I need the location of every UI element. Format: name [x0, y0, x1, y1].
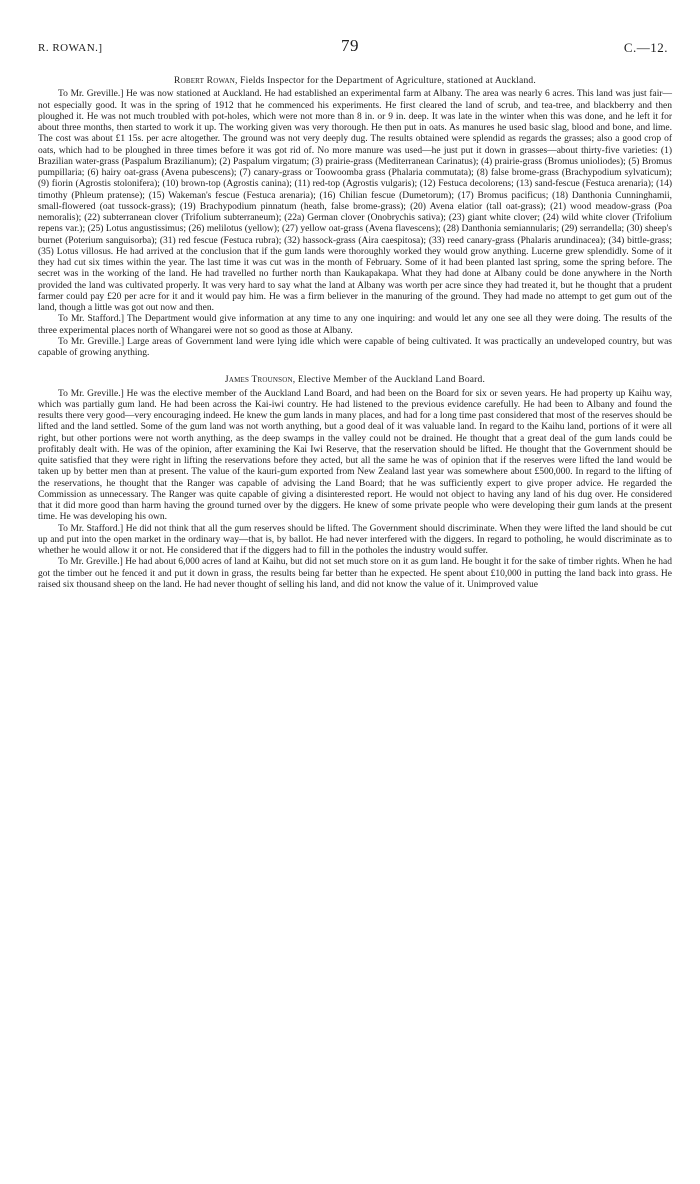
section-heading-rowan	[38, 76, 672, 87]
section-heading-trounson	[38, 375, 672, 386]
running-header-right: C.—12.	[623, 40, 668, 55]
witness-name: James Trounson,	[224, 375, 296, 386]
document-body	[38, 76, 672, 591]
running-header-left: R. ROWAN.]	[38, 42, 103, 54]
page-number: 79	[341, 36, 359, 55]
paragraph: To Mr. Stafford.] He did not think that all the gum reserves should be lifted. The Government should discriminate. When they were lifted the land should be cut up and put into the open market in the ordinary way—that is, by ballot. He had never interfered with the diggers. In regard to potholing, he would discriminate as to whether he would allow it or not. He considered that if the diggers had to fill in the potholes the industry would suffer.	[38, 523, 672, 556]
witness-title: Elective Member of the Auckland Land Board.	[297, 375, 486, 386]
paragraph: To Mr. Greville.] He had about 6,000 acres of land at Kaihu, but did not set much store on it as gum land. He bought it for the sake of timber rights. When he had got the timber out he fenced it and put it down in grass, the results being far better than he expected. He spent about £10,000 in putting the land back into grass. He raised six thousand sheep on the land. He had never thought of selling his land, and did not know the value of it. Unimproved value	[38, 557, 672, 590]
witness-title: Fields Inspector for the Department of Agriculture, stationed at Auckland.	[240, 76, 536, 86]
paragraph: To Mr. Stafford.] The Department would give information at any time to any one inquiring: and would let any one see all they were doing. The results of the three experimental places north of Whangarei were not so good as those at Albany.	[38, 314, 672, 336]
section-gap	[38, 359, 672, 375]
paragraph: To Mr. Greville.] He was now stationed at Auckland. He had established an experimental farm at Albany. The area was nearly 6 acres. This land was just fair—not especially good. It was in the spring of 1912 that he commenced his experiments. He first cleared the land of scrub, and tea-tree, and blackberry and then ploughed it. He was not much troubled with pot-holes, which were not more than 8 in. or 9 in. deep. It was late in the winter when this was done, and he left it for about three months, then started to work it up. The working given was very thorough. He then put in oats. As manures he used basic slag, blood and bone, and lime. The cost was about £1 15s. per acre altogether. The ground was not very deeply dug. The results obtained were splendid as regards the grasses; also a good crop of oats, which had to be ploughed in three times before it was got rid of. No more manure was used—he just put it down in grasses—about thirty-five varieties: (1) Brazilian water-grass (Paspalum Brazilianum); (2) Paspalum virgatum; (3) prairie-grass (Mediterranean Carinatus); (4) prairie-grass (Bromus unioliodes); (5) Bromus pumpillaria; (6) hairy oat-grass (Avena pubescens); (7) canary-grass or Toowoomba grass (Phalaria commutata); (8) false brome-grass (Brachypodium sylvaticum); (9) fiorin (Agrostis stolonifera); (10) brown-top (Agrostis canina); (11) red-top (Agrostis vulgaris); (12) Festuca decolorens; (13) sand-fescue (Festuca arenaria); (14) timothy (Phleum pratense); (15) Wakeman's fescue (Festuca arenaria); (16) Chilian fescue (Dumetorum); (17) Bromus pacificus; (18) Danthonia Cunninghamii, small-flowered (oat tussock-grass); (19) Brachypodium pinnatum (heath, false brome-grass); (20) Avena elatior (tall oat-grass); (21) wood meadow-grass (Poa nemoralis); (22) subterranean clover (Trifolium subterraneum); (22a) German clover (Onobrychis sativa); (23) giant white clover; (24) wild white clover (Trifolium repens var.); (25) Lotus angustissimus; (26) melilotus (yellow); (27) yellow oat-grass (Avena flavescens); (28) Danthonia semiannularis; (29) serrandella; (30) sheep's burnet (Poterium sanguisorba); (31) red fescue (Festuca rubra); (32) hassock-grass (Aira caespitosa); (33) reed canary-grass (Phalaris arundinacea); (34) bittle-grass; (35) Lotus villosus. He had arrived at the conclusion that if the gum lands were thoroughly worked they would grow anything. Lucerne grew splendidly. Some of it they had cut six times within the year. The last time it was cut was in the month of February. Some of it had been planted last spring, some the spring before. The secret was in the working of the land. He had travelled no further north than Kaukapakapa. What they had done at Albany could be done anywhere in the North provided the land was cultivated properly. It was very hard to say what the land at Albany was worth per acre since they had treated it, but he thought that a prudent farmer could pay £20 per acre for it and it would pay him. He was a firm believer in the manuring of the ground. They had made no attempt to get gum out of the land, though a little was got out now and then.	[38, 89, 672, 313]
paragraph: To Mr. Greville.] He was the elective member of the Auckland Land Board, and had been on the Board for six or seven years. He had property up Kaihu way, which was partially gum land. He had been across the Kai-iwi country. He had listened to the previous evidence carefully. He had been to Albany and found the results there very good—very encouraging indeed. He knew the gum lands in many places, and had for a long time past considered that most of the reserves should be lifted and the land settled. Some of the gum land was not worth anything, but a good deal of it was valuable land. In regard to the Kaihu land, portions of it were all right, but other portions were not worth anything, as the deep swamps in the valley could not be drained. He thought that a great deal of the gum lands could be profitably dealt with. He was of the opinion, after examining the Kai Iwi Reserve, that the reservation should be lifted. He thought that the Government should be quite satisfied that they were right in lifting the reservations before they acted, but all the same he was of opinion that if the reserves were lifted the land would be taken up by better men than at present. The value of the kauri-gum exported from New Zealand last year was somewhere about £500,000. In regard to the lifting of the reservations, he thought that the Ranger was capable of advising the Land Board; that he was sufficiently expert to give proper advice. He regarded the Commission as unnecessary. The Ranger was quite capable of giving a disinterested report. He would not object to having any land of his dug over. He considered that it did more good than harm having the ground turned over by the diggers. He knew of some private people who were developing their gum lands at the present time. He was developing his own.	[38, 388, 672, 523]
paragraph: To Mr. Greville.] Large areas of Government land were lying idle which were capable of being cultivated. It was practically an undeveloped country, but was capable of growing anything.	[38, 336, 672, 358]
witness-name: Robert Rowan,	[174, 76, 238, 86]
